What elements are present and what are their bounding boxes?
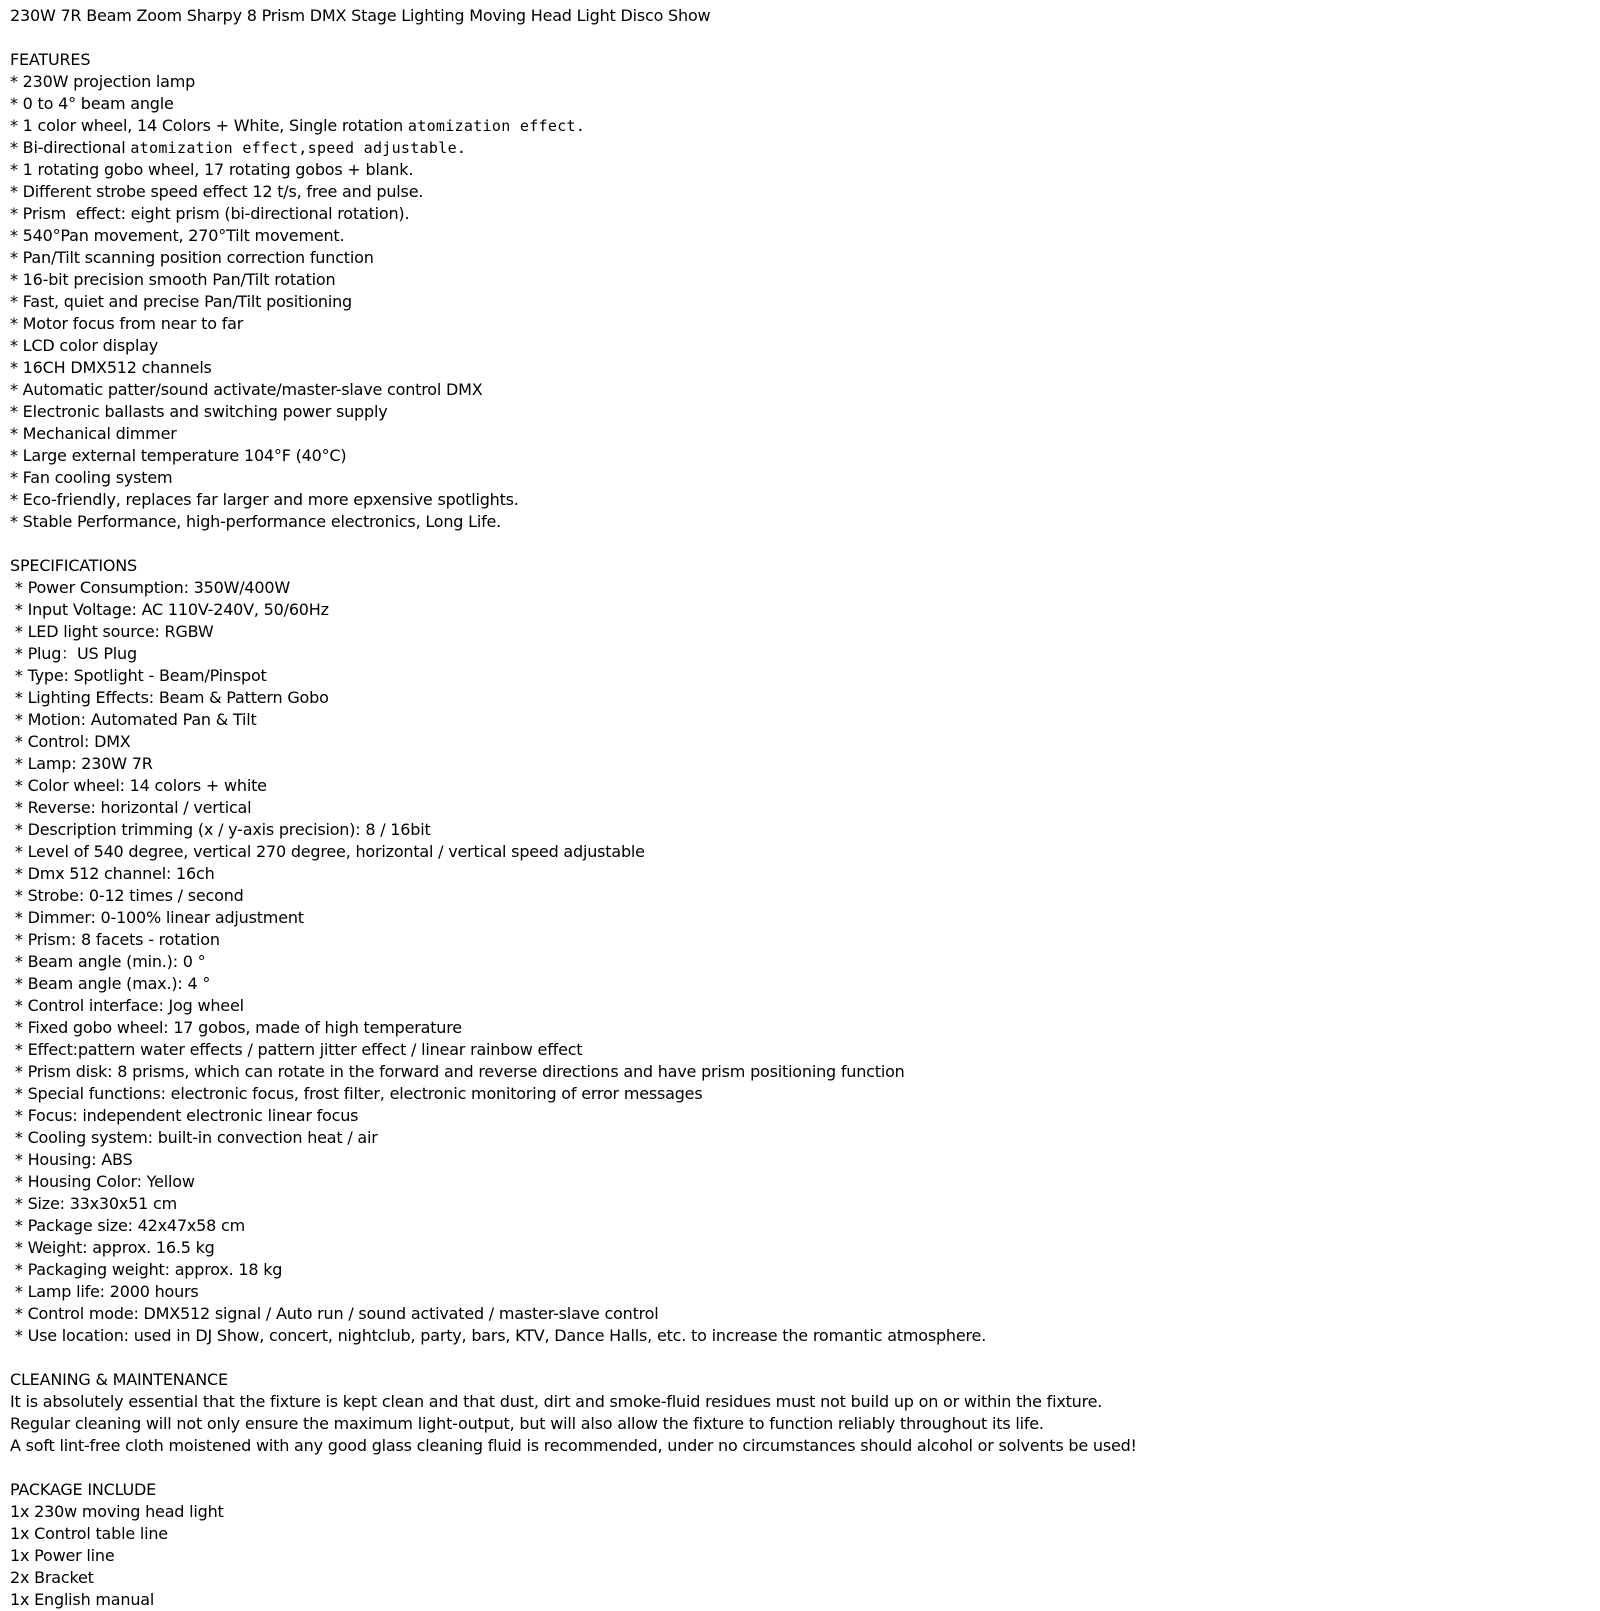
feature-item: * Fan cooling system bbox=[10, 468, 173, 487]
feature-item: * 1 rotating gobo wheel, 17 rotating gobos + blank. bbox=[10, 160, 414, 179]
specifications-heading: SPECIFICATIONS bbox=[10, 556, 138, 575]
spec-item: * Level of 540 degree, vertical 270 degree, horizontal / vertical speed adjustable bbox=[10, 842, 645, 861]
spec-item: * Lighting Effects: Beam & Pattern Gobo bbox=[10, 688, 329, 707]
spec-item: * Color wheel: 14 colors + white bbox=[10, 776, 267, 795]
feature-item: * 0 to 4° beam angle bbox=[10, 94, 174, 113]
feature-item: * 16CH DMX512 channels bbox=[10, 358, 212, 377]
spec-item: * Packaging weight: approx. 18 kg bbox=[10, 1260, 283, 1279]
cleaning-heading: CLEANING & MAINTENANCE bbox=[10, 1370, 228, 1389]
features-heading: FEATURES bbox=[10, 50, 91, 69]
feature-item: * Eco-friendly, replaces far larger and more epxensive spotlights. bbox=[10, 490, 519, 509]
cleaning-paragraph: Regular cleaning will not only ensure the maximum light-output, but will also allow the fixture to function reliably throughout its life. bbox=[10, 1414, 1044, 1433]
feature-item: * LCD color display bbox=[10, 336, 159, 355]
feature-item: * Electronic ballasts and switching power supply bbox=[10, 402, 388, 421]
spec-item: * Beam angle (max.): 4 ° bbox=[10, 974, 211, 993]
feature-item: * Automatic patter/sound activate/master-slave control DMX bbox=[10, 380, 483, 399]
feature-item: * 540°Pan movement, 270°Tilt movement. bbox=[10, 226, 345, 245]
spacer bbox=[10, 1457, 1590, 1479]
package-item: 2x Bracket bbox=[10, 1568, 94, 1587]
features-section bbox=[10, 49, 1590, 533]
spec-item: * Size: 33x30x51 cm bbox=[10, 1194, 177, 1213]
spec-item: * Type: Spotlight - Beam/Pinspot bbox=[10, 666, 267, 685]
spec-item: * Special functions: electronic focus, frost filter, electronic monitoring of error messages bbox=[10, 1084, 703, 1103]
feature-item: * Large external temperature 104°F (40°C) bbox=[10, 446, 347, 465]
spacer bbox=[10, 27, 1590, 49]
package-item: 1x Power line bbox=[10, 1546, 115, 1565]
product-description-document bbox=[10, 5, 1590, 1611]
feature-item bbox=[10, 115, 1590, 137]
spacer bbox=[10, 1347, 1590, 1369]
feature-item: * Stable Performance, high-performance electronics, Long Life. bbox=[10, 512, 502, 531]
spec-item: * Focus: independent electronic linear focus bbox=[10, 1106, 359, 1125]
spec-item: * Weight: approx. 16.5 kg bbox=[10, 1238, 215, 1257]
spec-item: * Cooling system: built-in convection heat / air bbox=[10, 1128, 378, 1147]
spec-item: * Description trimming (x / y-axis precision): 8 / 16bit bbox=[10, 820, 431, 839]
package-item: 1x Control table line bbox=[10, 1524, 168, 1543]
spec-item: * Lamp life: 2000 hours bbox=[10, 1282, 199, 1301]
package-item: 1x 230w moving head light bbox=[10, 1502, 224, 1521]
feature-item: * 230W projection lamp bbox=[10, 72, 196, 91]
feature-item: * Mechanical dimmer bbox=[10, 424, 177, 443]
spec-item: * Use location: used in DJ Show, concert, nightclub, party, bars, KTV, Dance Halls, etc. to increase the romantic atmosphere. bbox=[10, 1326, 987, 1345]
feature-item bbox=[10, 137, 1590, 159]
feature-item: * Fast, quiet and precise Pan/Tilt positioning bbox=[10, 292, 352, 311]
feature-item: * 16-bit precision smooth Pan/Tilt rotation bbox=[10, 270, 336, 289]
spec-item: * Prism disk: 8 prisms, which can rotate in the forward and reverse directions and have prism positioning function bbox=[10, 1062, 905, 1081]
feature-item-text: * Bi-directional bbox=[10, 138, 131, 157]
spec-item: * Fixed gobo wheel: 17 gobos, made of high temperature bbox=[10, 1018, 462, 1037]
spec-item: * Plug：US Plug bbox=[10, 644, 137, 663]
spacer bbox=[10, 533, 1590, 555]
feature-item: * Different strobe speed effect 12 t/s, free and pulse. bbox=[10, 182, 424, 201]
spec-item: * Reverse: horizontal / vertical bbox=[10, 798, 252, 817]
feature-item-text: * 1 color wheel, 14 Colors + White, Single rotation bbox=[10, 116, 408, 135]
spec-item: * Housing Color: Yellow bbox=[10, 1172, 195, 1191]
feature-item: * Prism effect: eight prism (bi-directional rotation). bbox=[10, 204, 410, 223]
cleaning-paragraph: A soft lint-free cloth moistened with any good glass cleaning fluid is recommended, under no circumstances should alcohol or solvents be used! bbox=[10, 1436, 1137, 1455]
spec-item: * Lamp: 230W 7R bbox=[10, 754, 153, 773]
spec-item: * Dmx 512 channel: 16ch bbox=[10, 864, 215, 883]
package-item: 1x English manual bbox=[10, 1590, 155, 1609]
spec-item: * Control interface: Jog wheel bbox=[10, 996, 244, 1015]
feature-item: * Motor focus from near to far bbox=[10, 314, 244, 333]
spec-item: * Power Consumption: 350W/400W bbox=[10, 578, 290, 597]
spec-item: * Strobe: 0-12 times / second bbox=[10, 886, 244, 905]
spec-item: * Effect:pattern water effects / pattern jitter effect / linear rainbow effect bbox=[10, 1040, 583, 1059]
package-section bbox=[10, 1479, 1590, 1611]
feature-item-mono-text: atomization effect. bbox=[407, 117, 586, 135]
product-title: 230W 7R Beam Zoom Sharpy 8 Prism DMX Stage Lighting Moving Head Light Disco Show bbox=[10, 6, 711, 25]
package-heading: PACKAGE INCLUDE bbox=[10, 1480, 157, 1499]
spec-item: * Input Voltage: AC 110V-240V, 50/60Hz bbox=[10, 600, 329, 619]
spec-item: * Motion: Automated Pan & Tilt bbox=[10, 710, 257, 729]
spec-item: * Prism: 8 facets - rotation bbox=[10, 930, 220, 949]
feature-item: * Pan/Tilt scanning position correction function bbox=[10, 248, 374, 267]
spec-item: * Package size: 42x47x58 cm bbox=[10, 1216, 245, 1235]
cleaning-paragraph: It is absolutely essential that the fixture is kept clean and that dust, dirt and smoke-fluid residues must not build up on or within the fixture. bbox=[10, 1392, 1103, 1411]
spec-item: * Housing: ABS bbox=[10, 1150, 133, 1169]
spec-item: * Control mode: DMX512 signal / Auto run / sound activated / master-slave control bbox=[10, 1304, 659, 1323]
spec-item: * Control: DMX bbox=[10, 732, 131, 751]
spec-item: * Dimmer: 0-100% linear adjustment bbox=[10, 908, 304, 927]
feature-item-mono-text: atomization effect,speed adjustable. bbox=[130, 139, 467, 157]
spec-item: * Beam angle (min.): 0 ° bbox=[10, 952, 206, 971]
spec-item: * LED light source: RGBW bbox=[10, 622, 214, 641]
specifications-section bbox=[10, 555, 1590, 1347]
cleaning-section bbox=[10, 1369, 1590, 1457]
